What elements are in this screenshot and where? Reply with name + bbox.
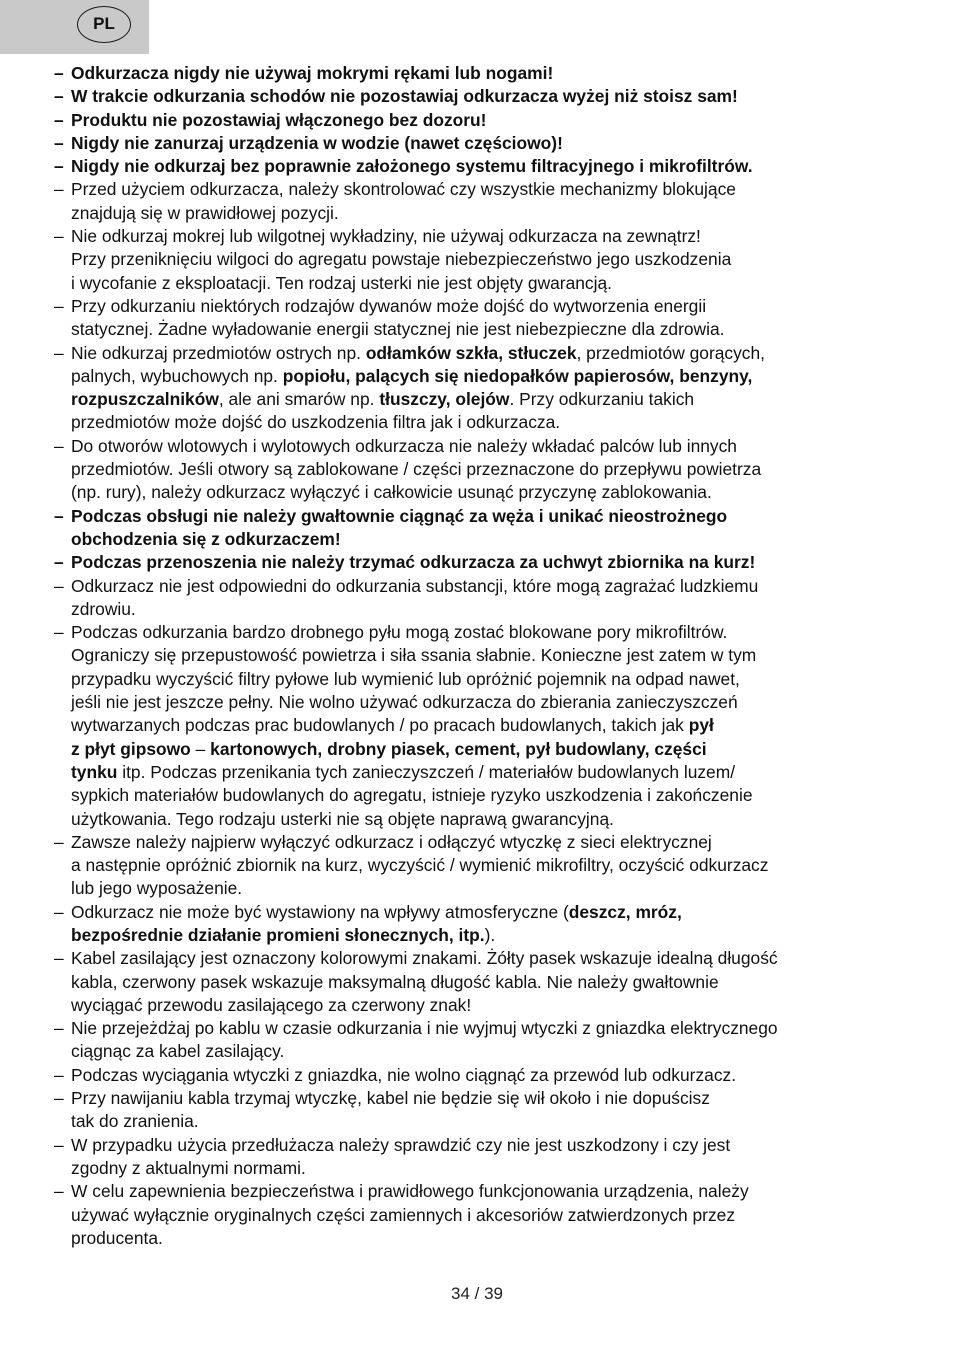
text-line (71, 738, 934, 761)
language-badge: PL (77, 6, 131, 43)
list-item (54, 109, 934, 132)
bold-text: deszcz, mróz, (568, 901, 682, 922)
text-line (71, 318, 934, 341)
text-line (71, 994, 934, 1017)
text-line (71, 575, 934, 598)
text-segment: ). (484, 924, 496, 945)
text-segment: (np. rury), należy odkurzacz wyłączyć i całkowicie usunąć przyczynę zablokowania. (71, 482, 712, 503)
text-line (71, 458, 934, 481)
list-dash: – (54, 63, 64, 83)
text-line (71, 528, 934, 551)
list-dash: – (54, 1181, 64, 1202)
list-item (54, 1064, 934, 1087)
bold-text: Podczas przenoszenia nie należy trzymać odkurzacza za uchwyt zbiornika na kurz! (71, 552, 756, 573)
text-line (71, 971, 934, 994)
list-dash: – (54, 132, 64, 153)
list-dash: – (54, 1064, 64, 1085)
text-segment: a następnie opróżnić zbiornik na kurz, wyczyścić / wymienić mikrofiltry, oczyścić odkurzacz (71, 855, 769, 876)
text-segment: Przy przeniknięciu wilgoci do agregatu powstaje niebezpieczeństwo jego uszkodzenia (71, 249, 732, 270)
bold-text: bezpośrednie działanie promieni słonecznych, itp. (71, 924, 485, 945)
text-segment: Nie odkurzaj mokrej lub wilgotnej wykładziny, nie używaj odkurzacza na zewnątrz! (71, 226, 701, 247)
text-line (71, 1017, 934, 1040)
list-item (54, 132, 934, 155)
text-segment: użytkowania. Tego rodzaju usterki nie są objęte naprawą gwarancyjną. (71, 808, 614, 829)
text-line (71, 1157, 934, 1180)
text-segment: Przy odkurzaniu niektórych rodzajów dywanów może dojść do wytworzenia energii (71, 295, 707, 316)
text-line (71, 109, 934, 132)
text-line (71, 1180, 934, 1203)
text-segment: jeśli nie jest jeszcze pełny. Nie wolno używać odkurzacza do zbierania zanieczyszczeń (71, 692, 738, 713)
text-segment: Odkurzacz nie może być wystawiony na wpływy atmosferyczne ( (71, 901, 569, 922)
bold-text: Produktu nie pozostawiaj włączonego bez dozoru! (71, 109, 487, 130)
text-line (71, 272, 934, 295)
text-line (71, 691, 934, 714)
text-line (71, 225, 934, 248)
text-segment: przedmiotów może dojść do uszkodzenia filtra jak i odkurzacza. (71, 412, 561, 433)
text-segment: Przed użyciem odkurzacza, należy skontrolować czy wszystkie mechanizmy blokujące (71, 179, 736, 200)
list-item (54, 575, 934, 622)
text-segment: kabla, czerwony pasek wskazuje maksymalną długość kabla. Nie należy gwałtownie (71, 971, 719, 992)
list-item (54, 225, 934, 295)
text-line (71, 132, 934, 155)
text-segment: Kabel zasilający jest oznaczony kolorowymi znakami. Żółty pasek wskazuje idealną długość (71, 948, 778, 969)
list-dash: – (54, 342, 64, 363)
text-segment: zdrowiu. (71, 598, 136, 619)
list-dash: – (54, 901, 64, 922)
text-line (71, 1110, 934, 1133)
bold-text: z płyt gipsowo (71, 738, 191, 759)
text-line (71, 1227, 934, 1250)
text-segment: lub jego wyposażenie. (71, 878, 243, 899)
bold-text: rozpuszczalników (71, 389, 219, 410)
text-line (71, 714, 934, 737)
text-line (71, 877, 934, 900)
text-segment: zgodny z aktualnymi normami. (71, 1157, 306, 1178)
text-segment: – (190, 738, 211, 759)
page-number: 34 / 39 (451, 1284, 503, 1303)
text-line (71, 1040, 934, 1063)
list-dash: – (54, 505, 64, 526)
bold-text: Nigdy nie odkurzaj bez poprawnie założonego systemu filtracyjnego i mikrofiltrów. (71, 156, 753, 177)
text-line (71, 947, 934, 970)
list-dash: – (54, 86, 64, 107)
text-segment: . Przy odkurzaniu takich (509, 389, 695, 410)
list-dash: – (54, 156, 64, 177)
list-dash: – (54, 831, 64, 852)
list-item (54, 831, 934, 901)
text-segment: Odkurzacz nie jest odpowiedni do odkurzania substancji, które mogą zagrażać ludzkiemu (71, 575, 759, 596)
text-line (71, 644, 934, 667)
list-item (54, 505, 934, 552)
list-item (54, 947, 934, 1017)
text-segment: statycznej. Żadne wyładowanie energii statycznej nie jest niebezpieczne dla zdrowia. (71, 319, 725, 340)
text-line (71, 901, 934, 924)
text-line (71, 155, 934, 178)
text-segment: tak do zranienia. (71, 1111, 199, 1132)
text-segment: i wycofanie z eksploatacji. Ten rodzaj usterki nie jest objęty gwarancją. (71, 272, 612, 293)
text-line (71, 342, 934, 365)
bold-text: tłuszczy, olejów (379, 389, 510, 410)
text-line (71, 1134, 934, 1157)
list-item (54, 1134, 934, 1181)
text-line (71, 808, 934, 831)
list-dash: – (54, 1018, 64, 1039)
list-item (54, 1180, 934, 1250)
text-segment: W celu zapewnienia bezpieczeństwa i prawidłowego funkcjonowania urządzenia, należy (71, 1181, 749, 1202)
text-line (71, 1204, 934, 1227)
text-line (71, 924, 934, 947)
text-line (71, 365, 934, 388)
text-line (71, 854, 934, 877)
bold-text: odłamków szkła, stłuczek (365, 342, 577, 363)
bold-text: obchodzenia się z odkurzaczem! (71, 528, 341, 549)
list-item (54, 62, 934, 85)
list-dash: – (54, 622, 64, 643)
text-segment: przypadku wyczyścić filtry pyłowe lub wymienić lub opróżnić pojemnik na odpad nawet, (71, 668, 740, 689)
text-line (71, 178, 934, 201)
list-dash: – (54, 295, 64, 316)
safety-instructions-list (54, 62, 934, 1250)
text-line (71, 85, 934, 108)
text-line (71, 1064, 934, 1087)
list-dash: – (54, 226, 64, 247)
text-line (71, 831, 934, 854)
list-item (54, 178, 934, 225)
list-dash: – (54, 1088, 64, 1109)
language-tab (0, 0, 149, 54)
text-segment: W przypadku użycia przedłużacza należy sprawdzić czy nie jest uszkodzony i czy jest (71, 1134, 731, 1155)
text-line (71, 388, 934, 411)
text-line (71, 505, 934, 528)
list-item (54, 155, 934, 178)
list-item (54, 342, 934, 435)
list-dash: – (54, 948, 64, 969)
text-line (71, 761, 934, 784)
list-dash: – (54, 552, 64, 573)
text-segment: wytwarzanych podczas prac budowlanych / po pracach budowlanych, takich jak (71, 715, 689, 736)
text-segment: sypkich materiałów budowlanych do agregatu, istnieje ryzyko uszkodzenia i zakończenie (71, 785, 753, 806)
text-line (71, 1087, 934, 1110)
list-dash: – (54, 435, 64, 456)
text-segment: itp. Podczas przenikania tych zanieczyszczeń / materiałów budowlanych luzem/ (117, 761, 736, 782)
text-segment: Podczas wyciągania wtyczki z gniazdka, nie wolno ciągnąć za przewód lub odkurzacz. (71, 1064, 737, 1085)
list-dash: – (54, 109, 64, 130)
text-line (71, 668, 934, 691)
list-item (54, 295, 934, 342)
bold-text: Nigdy nie zanurzaj urządzenia w wodzie (nawet częściowo)! (71, 132, 563, 153)
text-segment: , ale ani smarów np. (218, 389, 380, 410)
list-item (54, 435, 934, 505)
text-segment: Nie odkurzaj przedmiotów ostrych np. (71, 342, 366, 363)
bold-text: Podczas obsługi nie należy gwałtownie ciągnąć za węża i unikać nieostrożnego (71, 505, 728, 526)
bold-text: pył (688, 715, 714, 736)
text-segment: Przy nawijaniu kabla trzymaj wtyczkę, kabel nie będzie się wił około i nie dopuścisz (71, 1088, 710, 1109)
text-segment: Ograniczy się przepustowość powietrza i siła ssania słabnie. Konieczne jest zatem w tym (71, 645, 757, 666)
list-dash: – (54, 179, 64, 200)
bold-text: Odkurzacza nigdy nie używaj mokrymi rękami lub nogami! (71, 63, 554, 83)
text-segment: Zawsze należy najpierw wyłączyć odkurzacz i odłączyć wtyczkę z sieci elektrycznej (71, 831, 712, 852)
text-line (71, 551, 934, 574)
text-segment: ciągnąc za kabel zasilający. (71, 1041, 285, 1062)
text-line (71, 621, 934, 644)
text-line (71, 784, 934, 807)
text-segment: używać wyłącznie oryginalnych części zamiennych i akcesoriów zatwierdzonych przez (71, 1204, 736, 1225)
text-segment: przedmiotów. Jeśli otwory są zablokowane / części przeznaczone do przepływu powietrza (71, 459, 762, 480)
bold-text: W trakcie odkurzania schodów nie pozostawiaj odkurzacza wyżej niż stoisz sam! (71, 86, 738, 107)
text-segment: wyciągać przewodu zasilającego za czerwony znak! (71, 994, 472, 1015)
text-segment: producenta. (71, 1227, 163, 1248)
list-dash: – (54, 1134, 64, 1155)
text-line (71, 295, 934, 318)
text-segment: Do otworów wlotowych i wylotowych odkurzacza nie należy wkładać palców lub innych (71, 435, 737, 456)
text-line (71, 435, 934, 458)
list-item (54, 85, 934, 108)
bold-text: kartonowych, drobny piasek, cement, pył budowlany, części (210, 738, 707, 759)
list-item (54, 1087, 934, 1134)
text-segment: Nie przejeżdżaj po kablu w czasie odkurzania i nie wyjmuj wtyczki z gniazdka elektrycznego (71, 1018, 778, 1039)
list-item (54, 621, 934, 831)
list-item (54, 901, 934, 948)
text-line (71, 248, 934, 271)
text-line (71, 411, 934, 434)
bold-text: tynku (71, 761, 118, 782)
text-line (71, 481, 934, 504)
list-item (54, 1017, 934, 1064)
list-dash: – (54, 575, 64, 596)
text-segment: palnych, wybuchowych np. (71, 365, 283, 386)
text-segment: znajdują się w prawidłowej pozycji. (71, 202, 339, 223)
text-segment: Podczas odkurzania bardzo drobnego pyłu mogą zostać blokowane pory mikrofiltrów. (71, 622, 728, 643)
text-line (71, 62, 934, 85)
bold-text: popiołu, palących się niedopałków papierosów, benzyny, (282, 365, 753, 386)
text-segment: , przedmiotów gorących, (576, 342, 765, 363)
text-line (71, 598, 934, 621)
text-line (71, 202, 934, 225)
list-item (54, 551, 934, 574)
